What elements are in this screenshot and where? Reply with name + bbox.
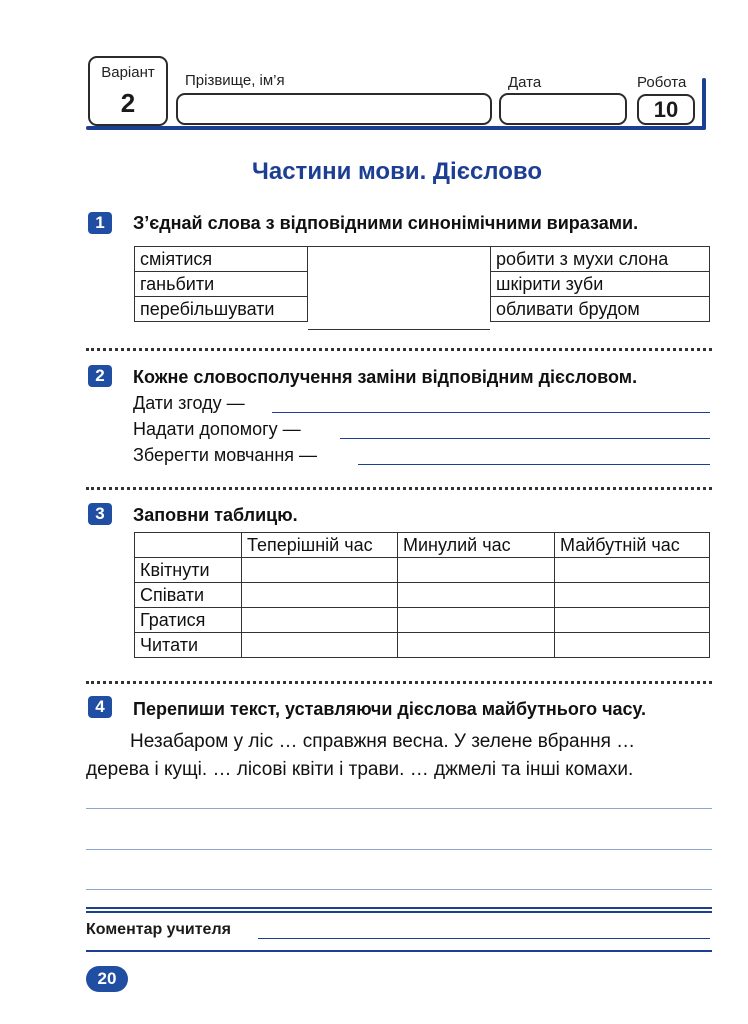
date-field[interactable] [499, 93, 627, 125]
task3-answer-cell[interactable] [555, 558, 710, 583]
name-field[interactable] [176, 93, 492, 125]
task3-answer-cell[interactable] [555, 633, 710, 658]
footer-bottom-rule [86, 950, 712, 952]
task1-connect-area[interactable] [308, 246, 490, 330]
task3-title: Заповни таблицю. [133, 505, 298, 525]
task3-row-label: Гратися [135, 608, 242, 633]
task3-answer-cell[interactable] [242, 558, 398, 583]
task3-header-cell: Теперішній час [242, 533, 398, 558]
task3-number: 3 [88, 503, 112, 525]
task1-left-word: сміятися [135, 247, 308, 272]
task3-answer-cell[interactable] [242, 608, 398, 633]
work-label: Робота [637, 74, 687, 91]
page-number: 20 [86, 966, 128, 992]
task1-right-phrase: обливати брудом [491, 297, 710, 322]
variant-box [88, 56, 168, 126]
divider [86, 681, 712, 684]
task4-number: 4 [88, 696, 112, 718]
writing-line[interactable] [86, 849, 712, 850]
task3-table [134, 532, 710, 658]
task1-left-table [134, 246, 308, 322]
task2-item: Зберегти мовчання — [133, 445, 318, 465]
task3-row-label: Квітнути [135, 558, 242, 583]
task2-item: Дати згоду — [133, 393, 245, 413]
footer-double-rule [86, 907, 712, 913]
task2-number: 2 [88, 365, 112, 387]
task1-right-phrase: робити з мухи слона [491, 247, 710, 272]
writing-line[interactable] [86, 889, 712, 890]
task1-left-word: перебільшувати [135, 297, 308, 322]
task2-item: Надати допомогу — [133, 419, 301, 439]
header-underline [86, 126, 706, 130]
writing-line[interactable] [86, 808, 712, 809]
work-number: 10 [653, 97, 679, 122]
teacher-comment-line[interactable] [258, 938, 710, 939]
task2-answer-line[interactable] [272, 412, 710, 413]
name-label: Прізвище, ім’я [185, 72, 285, 89]
task3-answer-cell[interactable] [242, 583, 398, 608]
task3-answer-cell[interactable] [555, 583, 710, 608]
variant-value: 2 [120, 88, 136, 118]
task1-number: 1 [88, 212, 112, 234]
task4-title: Перепиши текст, уставляючи дієслова майбутнього часу. [133, 699, 646, 719]
task3-row-label: Читати [135, 633, 242, 658]
date-label: Дата [508, 74, 542, 91]
work-number-box [637, 94, 695, 125]
task3-answer-cell[interactable] [555, 608, 710, 633]
page-title: Частини мови. Дієслово [252, 158, 542, 185]
task3-row-label: Співати [135, 583, 242, 608]
task3-answer-cell[interactable] [242, 633, 398, 658]
task1-right-phrase: шкірити зуби [491, 272, 710, 297]
task3-answer-cell[interactable] [398, 608, 555, 633]
task2-answer-line[interactable] [340, 438, 710, 439]
task4-text-line: Незабаром у ліс … справжня весна. У зелене вбрання … [130, 731, 636, 752]
task3-answer-cell[interactable] [398, 633, 555, 658]
task1-right-table [490, 246, 710, 322]
header-right-edge [702, 78, 706, 130]
task2-title: Кожне словосполучення заміни відповідним дієсловом. [133, 367, 638, 387]
task1-left-word: ганьбити [135, 272, 308, 297]
task1-title: З’єднай слова з відповідними синонімічними виразами. [133, 213, 639, 233]
teacher-comment-label: Коментар учителя [86, 921, 231, 938]
task3-header-cell [135, 533, 242, 558]
task3-header-cell: Майбутній час [555, 533, 710, 558]
variant-label: Варіант [101, 64, 155, 81]
task3-header-cell: Минулий час [398, 533, 555, 558]
divider [86, 487, 712, 490]
task4-text-line: дерева і кущі. … лісові квіти і трави. … джмелі та інші комахи. [86, 759, 634, 780]
task3-answer-cell[interactable] [398, 583, 555, 608]
task2-answer-line[interactable] [358, 464, 710, 465]
task3-answer-cell[interactable] [398, 558, 555, 583]
divider [86, 348, 712, 351]
